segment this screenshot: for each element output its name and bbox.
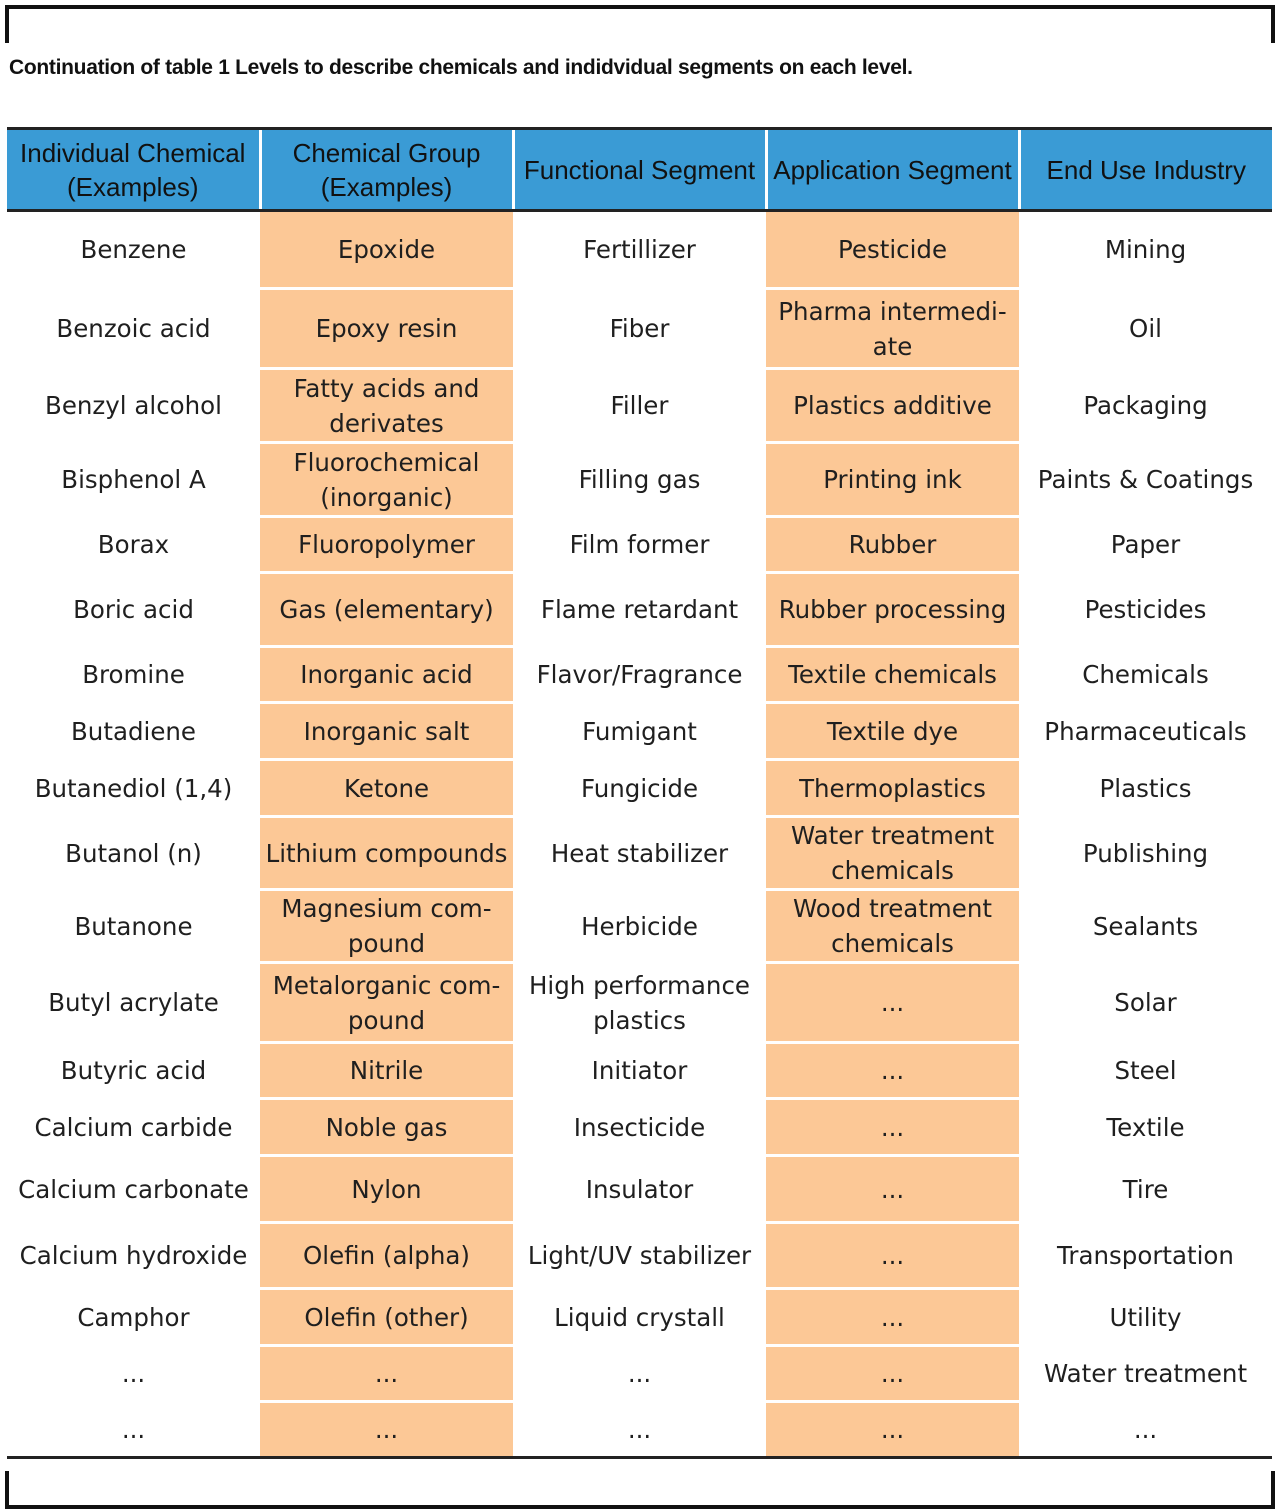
table-row: [7, 369, 1272, 443]
end-use-industry-cell: Paper: [1019, 517, 1272, 573]
column-header: Application Segment: [766, 129, 1019, 211]
functional-segment-cell: Herbicide: [513, 890, 766, 963]
individual-chemical-cell: Butyl acrylate: [7, 963, 260, 1043]
chemical-group-cell: Inorganic acid: [260, 647, 513, 703]
table-row: [7, 1346, 1272, 1402]
functional-segment-cell: Filler: [513, 369, 766, 443]
application-segment-cell: Pesticide: [766, 211, 1019, 289]
column-header: Individual Chemical (Examples): [7, 129, 260, 211]
table-row: [7, 289, 1272, 369]
chemical-group-cell: Nitrile: [260, 1043, 513, 1099]
end-use-industry-cell: Mining: [1104, 235, 1187, 264]
application-segment-cell: Printing ink: [766, 443, 1019, 517]
functional-segment-cell: Heat stabilizer: [513, 817, 766, 890]
application-segment-cell: ...: [766, 1099, 1019, 1156]
application-segment-cell: ...: [766, 1346, 1019, 1402]
application-segment-cell: ...: [766, 963, 1019, 1043]
individual-chemical-cell: Butadiene: [7, 703, 260, 760]
application-segment-cell: Plastics additive: [766, 369, 1019, 443]
end-use-industry-cell: Oil: [1019, 289, 1272, 369]
end-use-industry-cell: ...: [1019, 1402, 1272, 1458]
end-use-industry-cell: Chemicals: [1019, 647, 1272, 703]
individual-chemical-cell: Benzyl alcohol: [7, 369, 260, 443]
table-row: [7, 1156, 1272, 1223]
functional-segment-cell: Insecticide: [513, 1099, 766, 1156]
table-row: [7, 1223, 1272, 1289]
table-row: [7, 1289, 1272, 1346]
functional-segment-cell: Filling gas: [513, 443, 766, 517]
table-row: [7, 573, 1272, 647]
column-header: End Use Industry: [1019, 129, 1272, 211]
chemical-levels-table: [7, 127, 1272, 1459]
individual-chemical-cell: Calcium carbide: [7, 1099, 260, 1156]
chemical-group-cell: Olefin (alpha): [260, 1223, 513, 1289]
application-segment-cell: ...: [766, 1402, 1019, 1458]
application-segment-cell: Rubber processing: [766, 573, 1019, 647]
chemical-group-cell: Nylon: [260, 1156, 513, 1223]
individual-chemical-cell: Benzoic acid: [7, 289, 260, 369]
chemical-group-cell: Fatty acids and derivates: [260, 369, 513, 443]
individual-chemical-cell: Butanediol (1,4): [7, 760, 260, 817]
table-row: [7, 817, 1272, 890]
chemical-group-cell: ...: [260, 1346, 513, 1402]
functional-segment-cell: High performance plastics: [513, 963, 766, 1043]
chemical-group-cell: Olefin (other): [260, 1289, 513, 1346]
application-segment-cell: ...: [766, 1289, 1019, 1346]
table-row: [7, 890, 1272, 963]
table-row: [7, 963, 1272, 1043]
functional-segment-cell: Insulator: [513, 1156, 766, 1223]
functional-segment-cell: Film former: [513, 517, 766, 573]
chemical-group-cell: Inorganic salt: [260, 703, 513, 760]
table-row: [7, 517, 1272, 573]
individual-chemical-cell: ...: [7, 1402, 260, 1458]
end-use-industry-cell: Pesticides: [1019, 573, 1272, 647]
chemical-group-cell: Epoxy resin: [260, 289, 513, 369]
functional-segment-cell: Fungicide: [513, 760, 766, 817]
chemical-group-cell: Metalorganic com-pound: [260, 963, 513, 1043]
table-row: [7, 703, 1272, 760]
application-segment-cell: ...: [766, 1223, 1019, 1289]
individual-chemical-cell: Bromine: [7, 647, 260, 703]
table-caption: Continuation of table 1 Levels to describe chemicals and indidvidual segments on each level.: [9, 56, 913, 79]
functional-segment-cell: Fiber: [513, 289, 766, 369]
chemical-group-cell: Lithium compounds: [260, 817, 513, 890]
individual-chemical-cell: Bisphenol A: [7, 443, 260, 517]
end-use-industry-cell: Packaging: [1019, 369, 1272, 443]
individual-chemical-cell: Butyric acid: [7, 1043, 260, 1099]
functional-segment-cell: Flavor/Fragrance: [513, 647, 766, 703]
end-use-industry-cell: Textile: [1019, 1099, 1272, 1156]
end-use-industry-cell: Sealants: [1019, 890, 1272, 963]
individual-chemical-cell: Borax: [7, 517, 260, 573]
functional-segment-cell: Light/UV stabilizer: [513, 1223, 766, 1289]
end-use-industry-cell: Pharmaceuticals: [1019, 703, 1272, 760]
functional-segment-cell: ...: [513, 1346, 766, 1402]
frame-top-bracket: [5, 5, 1275, 43]
end-use-industry-cell: Tire: [1019, 1156, 1272, 1223]
individual-chemical-cell: Boric acid: [7, 573, 260, 647]
individual-chemical-cell: Calcium carbonate: [7, 1156, 260, 1223]
functional-segment-cell: Liquid crystall: [513, 1289, 766, 1346]
table-row: [7, 1402, 1272, 1458]
table-row: [7, 211, 1272, 289]
functional-segment-cell: Fumigant: [513, 703, 766, 760]
table-row: [7, 760, 1272, 817]
individual-chemical-cell: Calcium hydroxide: [7, 1223, 260, 1289]
end-use-industry-cell: Water treatment: [1019, 1346, 1272, 1402]
functional-segment-cell: Flame retardant: [513, 573, 766, 647]
table-row: [7, 1043, 1272, 1099]
end-use-industry-cell: Utility: [1019, 1289, 1272, 1346]
end-use-industry-cell: Solar: [1019, 963, 1272, 1043]
application-segment-cell: Thermoplastics: [766, 760, 1019, 817]
column-header: Chemical Group (Examples): [260, 129, 513, 211]
application-segment-cell: Water treatment chemicals: [766, 817, 1019, 890]
end-use-industry-cell: Paints & Coatings: [1019, 443, 1272, 517]
individual-chemical-cell: ...: [7, 1346, 260, 1402]
chemical-group-cell: ...: [260, 1402, 513, 1458]
application-segment-cell: Wood treatment chemicals: [766, 890, 1019, 963]
chemical-group-cell: Fluoropolymer: [260, 517, 513, 573]
end-use-industry-cell: Publishing: [1019, 817, 1272, 890]
application-segment-cell: Pharma intermedi-ate: [766, 289, 1019, 369]
individual-chemical-cell: Butanone: [7, 890, 260, 963]
functional-segment-cell: Initiator: [513, 1043, 766, 1099]
chemical-group-cell: Fluorochemical (inorganic): [260, 443, 513, 517]
table-row: [7, 443, 1272, 517]
frame-bottom-bracket: [5, 1471, 1275, 1509]
individual-chemical-cell: Butanol (n): [7, 817, 260, 890]
table-body: [7, 211, 1272, 1458]
functional-segment-cell: ...: [513, 1402, 766, 1458]
application-segment-cell: Rubber: [766, 517, 1019, 573]
end-use-industry-cell: Transportation: [1019, 1223, 1272, 1289]
table-row: [7, 647, 1272, 703]
chemical-group-cell: Epoxide: [260, 211, 513, 289]
application-segment-cell: Textile dye: [766, 703, 1019, 760]
column-header: Functional Segment: [513, 129, 766, 211]
individual-chemical-cell: Camphor: [7, 1289, 260, 1346]
functional-segment-cell: Fertillizer: [583, 235, 696, 264]
application-segment-cell: ...: [766, 1043, 1019, 1099]
chemical-group-cell: Magnesium com-pound: [260, 890, 513, 963]
end-use-industry-cell: Steel: [1019, 1043, 1272, 1099]
application-segment-cell: ...: [766, 1156, 1019, 1223]
header-row: [7, 129, 1272, 211]
individual-chemical-cell: Benzene: [80, 235, 187, 264]
chemical-group-cell: Gas (elementary): [260, 573, 513, 647]
table-row: [7, 1099, 1272, 1156]
chemical-group-cell: Ketone: [260, 760, 513, 817]
chemical-group-cell: Noble gas: [260, 1099, 513, 1156]
end-use-industry-cell: Plastics: [1019, 760, 1272, 817]
application-segment-cell: Textile chemicals: [766, 647, 1019, 703]
